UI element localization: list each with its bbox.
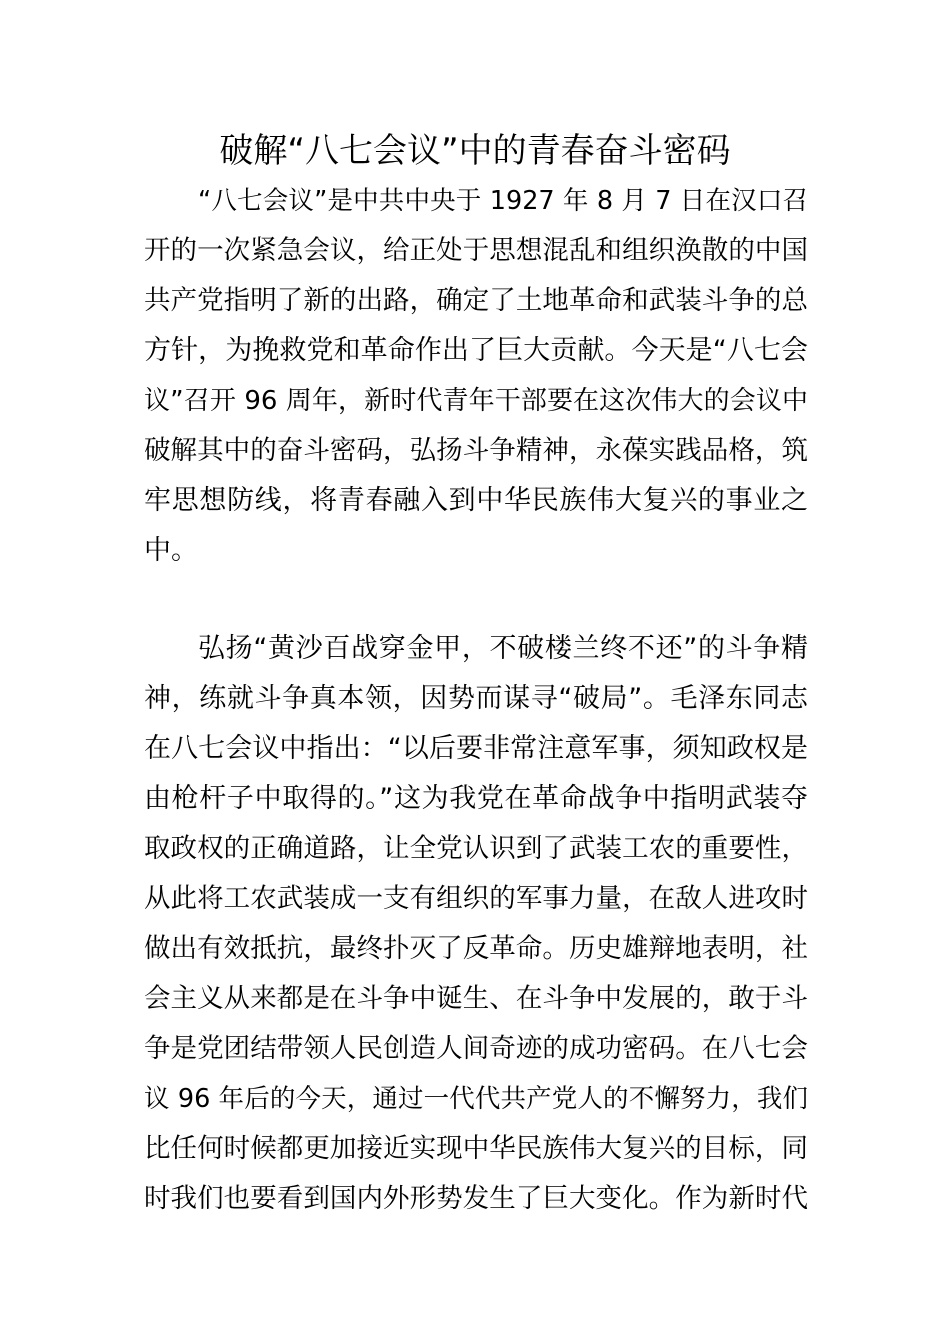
paragraph-line: 争是党团结带领人民创造人间奇迹的成功密码。在八七会 — [144, 1033, 808, 1064]
paragraph-line: 时我们也要看到国内外形势发生了巨大变化。作为新时代 — [144, 1183, 808, 1214]
paragraph-line: 破解其中的奋斗密码，弘扬斗争精神，永葆实践品格，筑 — [144, 435, 808, 466]
paragraph-line: 共产党指明了新的出路，确定了土地革命和武装斗争的总 — [144, 285, 808, 316]
paragraph-intro — [144, 176, 808, 576]
paragraph-line: 从此将工农武装成一支有组织的军事力量，在敌人进攻时 — [144, 883, 808, 914]
paragraph-line: 神，练就斗争真本领，因势而谋寻“破局”。毛泽东同志 — [144, 683, 808, 714]
paragraph-line: 会主义从来都是在斗争中诞生、在斗争中发展的，敢于斗 — [144, 983, 808, 1014]
paragraph-line: 由枪杆子中取得的。”这为我党在革命战争中指明武装夺 — [144, 783, 808, 814]
paragraph-line: “八七会议”是中共中央于 1927 年 8 月 7 日在汉口召 — [198, 186, 808, 216]
paragraph-line: 在八七会议中指出：“以后要非常注意军事，须知政权是 — [144, 733, 808, 764]
paragraph-line: 弘扬“黄沙百战穿金甲，不破楼兰终不还”的斗争精 — [198, 633, 808, 664]
paragraph-line: 做出有效抵抗，最终扑灭了反革命。历史雄辩地表明，社 — [144, 933, 808, 964]
paragraph-line: 开的一次紧急会议，给正处于思想混乱和组织涣散的中国 — [144, 235, 808, 266]
paragraph-line: 方针，为挽救党和革命作出了巨大贡献。今天是“八七会 — [144, 335, 808, 366]
paragraph-line: 议 96 年后的今天，通过一代代共产党人的不懈努力，我们 — [144, 1084, 808, 1114]
paragraph-line: 取政权的正确道路，让全党认识到了武装工农的重要性， — [144, 833, 808, 864]
paragraph-struggle-spirit — [144, 624, 808, 1224]
paragraph-line: 牢思想防线，将青春融入到中华民族伟大复兴的事业之 — [144, 485, 808, 516]
paragraph-line: 比任何时候都更加接近实现中华民族伟大复兴的目标，同 — [144, 1133, 808, 1164]
paragraph-line: 议”召开 96 周年，新时代青年干部要在这次伟大的会议中 — [144, 386, 808, 416]
paragraph-line: 中。 — [144, 535, 198, 566]
document-title: 破解“八七会议”中的青春奋斗密码 — [219, 131, 731, 171]
